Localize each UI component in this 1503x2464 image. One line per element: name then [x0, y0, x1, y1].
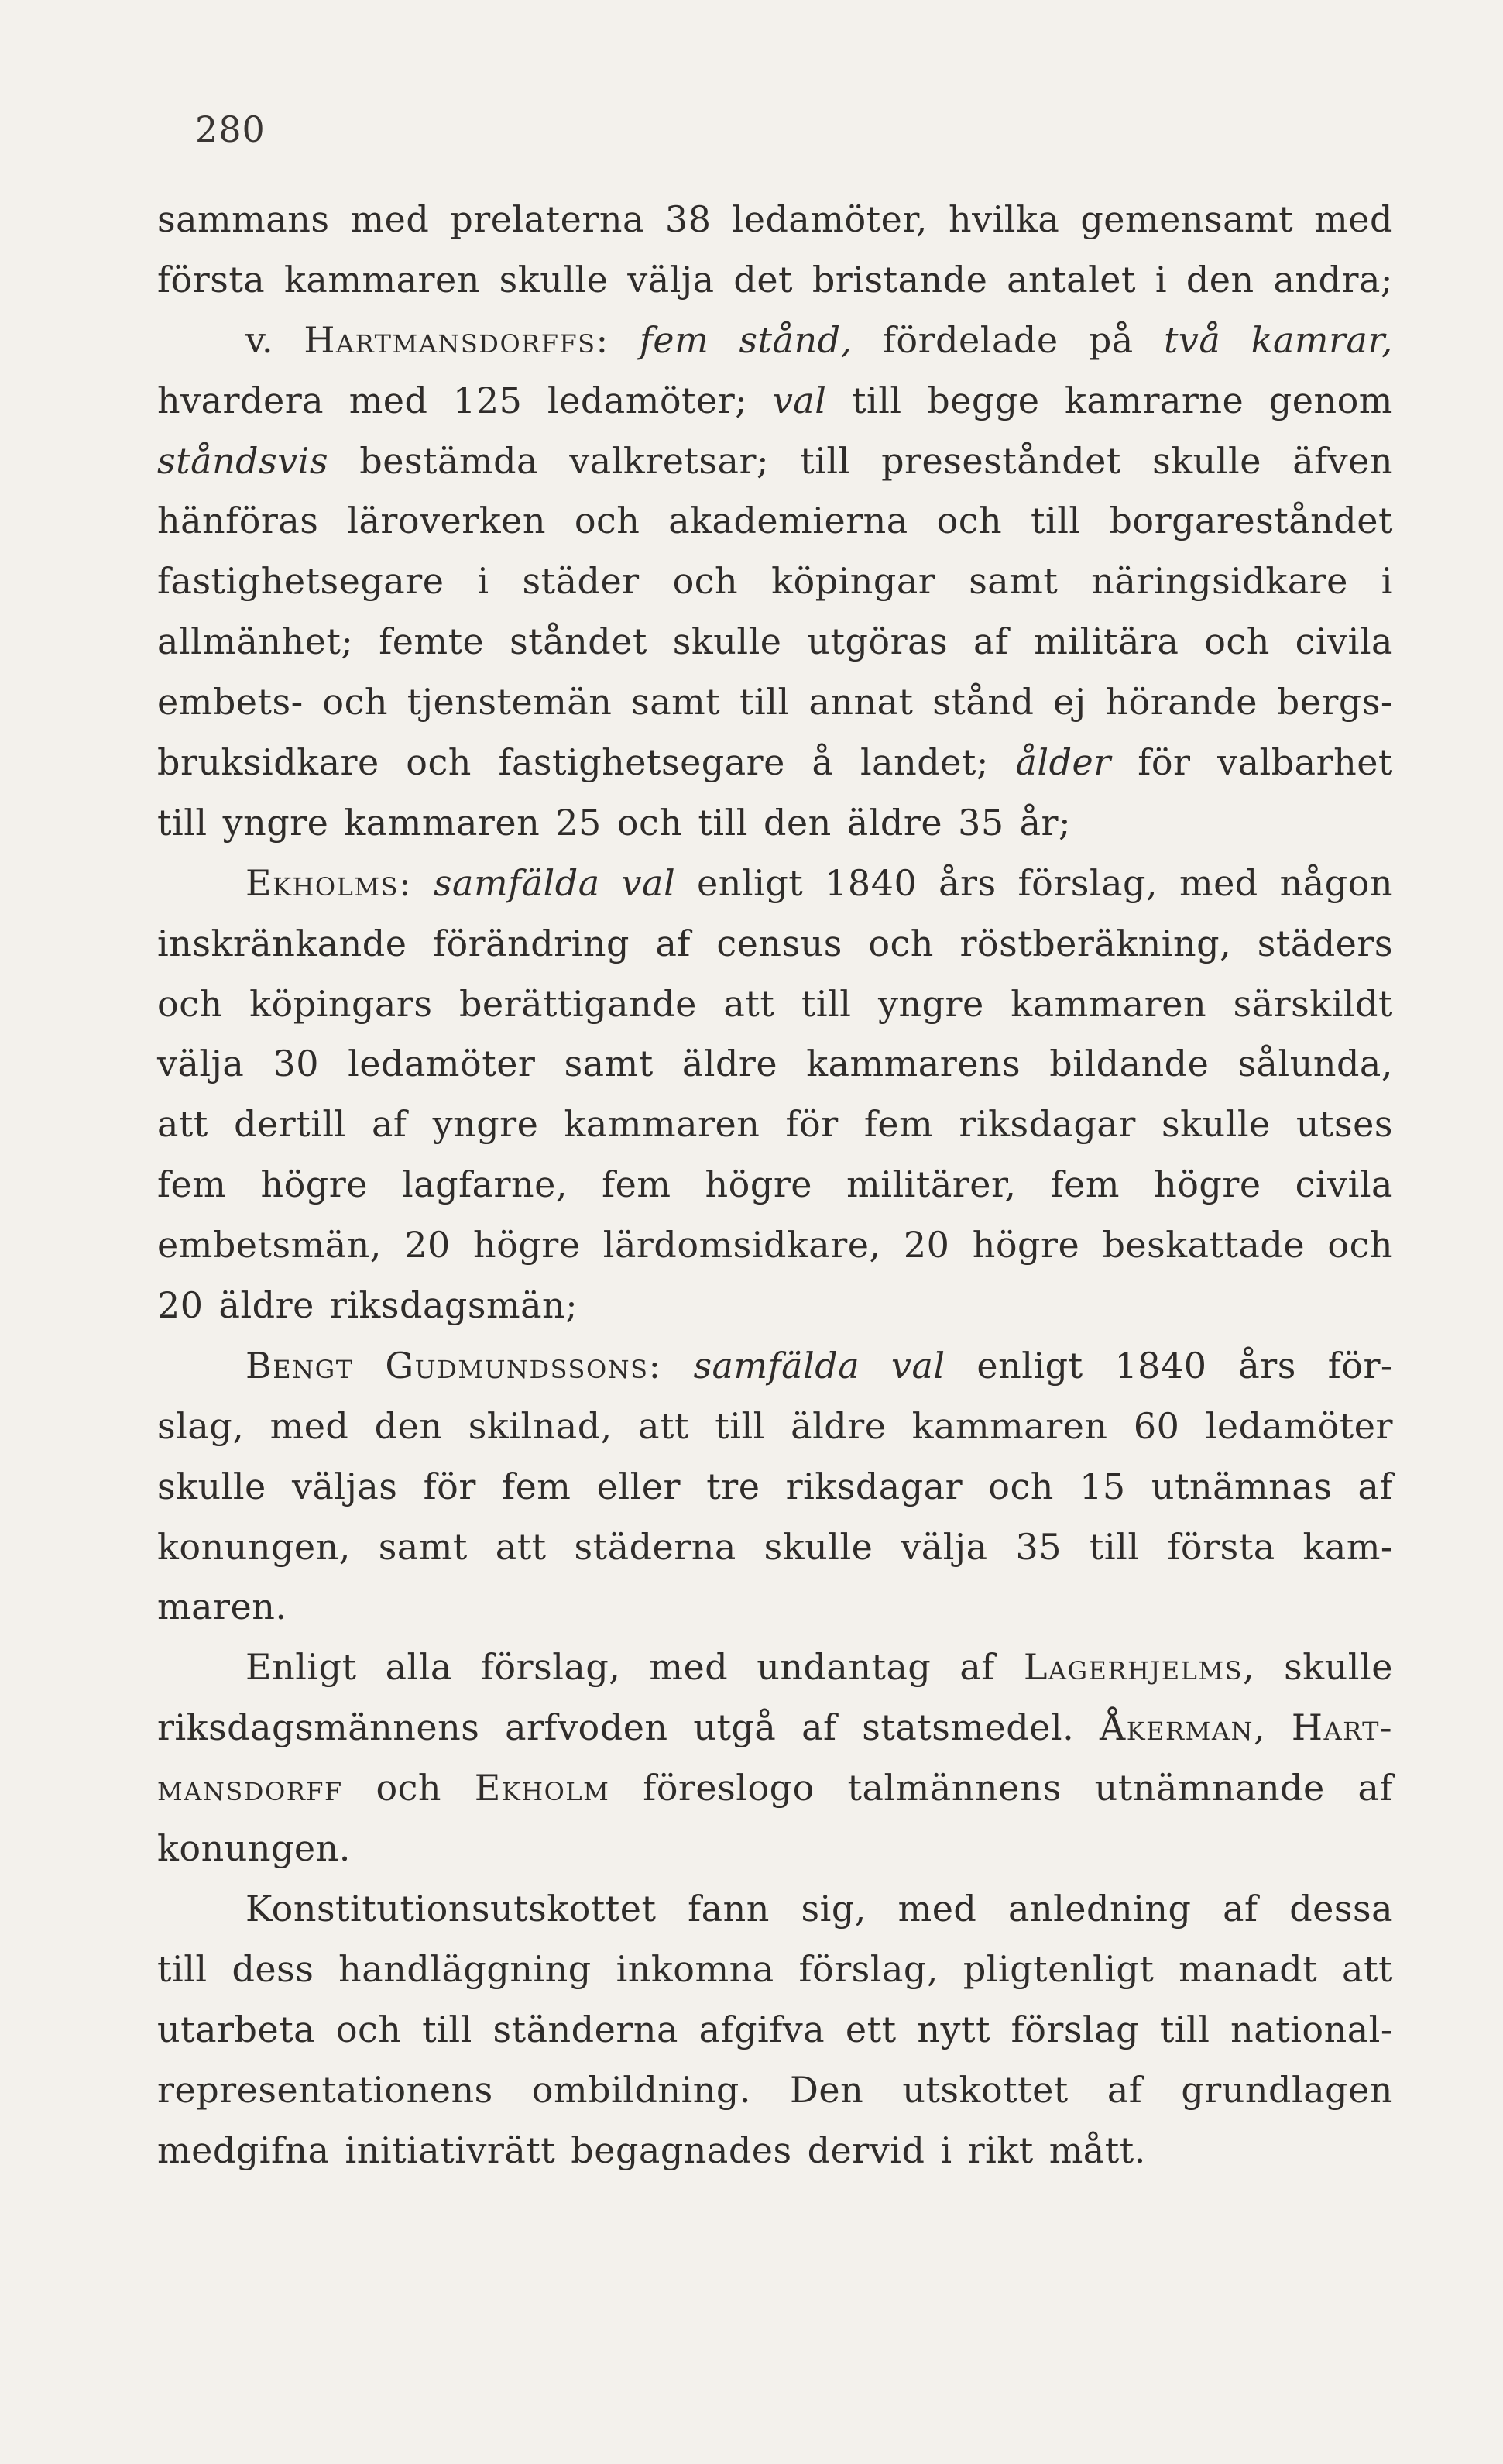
- word: 60: [1133, 1404, 1180, 1447]
- word: dessa: [1289, 1887, 1393, 1930]
- word: hänföras: [157, 500, 319, 542]
- word: fem: [639, 318, 709, 361]
- word: fem: [863, 1103, 934, 1146]
- word: hvardera: [157, 379, 324, 421]
- word: väljas: [291, 1465, 398, 1507]
- word: sammans: [157, 198, 330, 240]
- body-text: [157, 190, 1393, 2180]
- word: sig,: [801, 1887, 866, 1930]
- word: skulle: [1152, 439, 1261, 482]
- word: äldre: [681, 1043, 778, 1085]
- word: arfvoden: [505, 1706, 668, 1749]
- word: i: [940, 2129, 952, 2171]
- word: national-: [1230, 2008, 1393, 2050]
- word: ledamöter: [1205, 1404, 1393, 1447]
- word: och: [322, 681, 389, 723]
- word: skilnad,: [468, 1404, 613, 1447]
- word: bergs-: [1276, 681, 1393, 723]
- text-line: [157, 1034, 1393, 1095]
- word: bruksidkare: [157, 741, 379, 784]
- word: dess: [232, 1947, 314, 1990]
- word: mått.: [1048, 2129, 1146, 2171]
- word: någon: [1279, 861, 1393, 904]
- word: annat: [808, 681, 914, 723]
- word: af: [959, 1646, 995, 1689]
- word: medgifna: [157, 2129, 330, 2171]
- text-line: [157, 1155, 1393, 1215]
- word: 35: [1015, 1525, 1062, 1568]
- word: förändring: [432, 922, 630, 964]
- word: skulle: [157, 1465, 266, 1507]
- text-line: [157, 733, 1393, 793]
- word: preseståndet: [881, 439, 1121, 482]
- word: äldre: [846, 801, 943, 844]
- word: kamrarne: [1065, 379, 1244, 421]
- word: Åkerman,: [1100, 1706, 1267, 1749]
- word: Hart-: [1291, 1706, 1393, 1749]
- text-line: [157, 311, 1393, 371]
- word: års: [1238, 1344, 1296, 1387]
- word: högre: [473, 1224, 581, 1266]
- word: till: [157, 1947, 208, 1990]
- word: den: [374, 1404, 443, 1447]
- word: grundlagen: [1181, 2068, 1393, 2111]
- text-line: [157, 854, 1393, 914]
- word: maren.: [157, 1586, 287, 1628]
- word: till: [1031, 500, 1081, 542]
- word: med: [350, 198, 430, 240]
- word: första: [1167, 1525, 1275, 1568]
- word: handläggning: [338, 1947, 592, 1990]
- word: dertill: [234, 1103, 346, 1146]
- word: census: [716, 922, 842, 964]
- word: femte: [379, 620, 485, 663]
- word: 1840: [825, 861, 918, 904]
- word: eller: [596, 1465, 681, 1507]
- word: och: [574, 500, 640, 542]
- word: samt: [378, 1525, 468, 1568]
- word: högre: [260, 1163, 368, 1206]
- word: att: [157, 1103, 208, 1146]
- word: fastighetsegare: [498, 741, 785, 784]
- word: 35: [958, 801, 1004, 844]
- word: läroverken: [347, 500, 546, 542]
- word: begagnades: [571, 2129, 792, 2171]
- word: Ekholms:: [245, 861, 413, 904]
- text-line: [157, 1397, 1393, 1457]
- word: ståndsvis: [157, 439, 329, 482]
- word: för: [1138, 741, 1191, 784]
- text-line: [157, 1215, 1393, 1276]
- word: att: [495, 1525, 547, 1568]
- word: lagfarne,: [402, 1163, 568, 1206]
- text-line: [157, 914, 1393, 974]
- word: begge: [927, 379, 1040, 421]
- word: på: [1088, 318, 1134, 361]
- word: välja: [901, 1525, 988, 1568]
- word: ett: [845, 2008, 897, 2050]
- word: till: [800, 439, 850, 482]
- word: skulle: [499, 258, 609, 301]
- text-line: [157, 1758, 1393, 1819]
- text-line: [157, 1940, 1393, 2000]
- word: ålder: [1015, 741, 1111, 784]
- word: landet;: [860, 741, 989, 784]
- word: 20: [903, 1224, 950, 1266]
- text-line: [157, 1819, 1393, 1879]
- word: och: [406, 741, 472, 784]
- word: val: [772, 379, 827, 421]
- word: samt: [564, 1043, 654, 1085]
- word: akademierna: [668, 500, 908, 542]
- text-line: [157, 672, 1393, 733]
- word: borgareståndet: [1109, 500, 1393, 542]
- word: till: [1159, 2008, 1210, 2050]
- word: rikt: [967, 2129, 1034, 2171]
- word: Bengt: [245, 1344, 354, 1387]
- word: yngre: [877, 982, 984, 1025]
- word: samfälda: [693, 1344, 860, 1387]
- word: embets-: [157, 681, 304, 723]
- word: allmänhet;: [157, 620, 354, 663]
- word: köpingar: [771, 560, 936, 603]
- word: representationens: [157, 2068, 493, 2111]
- word: Den: [790, 2068, 864, 2111]
- word: och: [376, 1767, 442, 1809]
- word: i: [1381, 560, 1393, 603]
- text-line: [157, 1577, 1393, 1638]
- text-line: [157, 1517, 1393, 1578]
- word: nytt: [917, 2008, 990, 2050]
- word: 20: [404, 1224, 451, 1266]
- word: för-: [1327, 1344, 1393, 1387]
- word: genom: [1268, 379, 1393, 421]
- word: valbarhet: [1217, 741, 1393, 784]
- word: gemensamt: [1080, 198, 1294, 240]
- word: fem: [602, 1163, 671, 1206]
- word: tre: [706, 1465, 760, 1507]
- word: första: [157, 258, 266, 301]
- word: prelaterna: [450, 198, 644, 240]
- word: alla: [385, 1646, 452, 1689]
- page-number: 280: [195, 108, 266, 150]
- word: stånd: [932, 681, 1035, 723]
- word: bestämda: [359, 439, 538, 482]
- word: beskattade: [1102, 1224, 1306, 1266]
- word: med: [649, 1646, 729, 1689]
- word: för: [785, 1103, 839, 1146]
- word: fem: [502, 1465, 571, 1507]
- word: och: [988, 1465, 1054, 1507]
- word: af: [1223, 1887, 1258, 1930]
- word: undantag: [757, 1646, 932, 1689]
- word: pligtenligt: [963, 1947, 1155, 1990]
- word: till: [698, 801, 748, 844]
- word: fastighetsegare: [157, 560, 444, 603]
- word: år;: [1019, 801, 1072, 844]
- word: föreslogo: [643, 1767, 815, 1809]
- word: skulle: [672, 620, 782, 663]
- word: och: [335, 2008, 402, 2050]
- word: af: [1357, 1767, 1393, 1809]
- word: med: [897, 1887, 977, 1930]
- word: att: [638, 1404, 689, 1447]
- word: högre: [705, 1163, 813, 1206]
- word: embetsmän,: [157, 1224, 382, 1266]
- word: ombildning.: [531, 2068, 751, 2111]
- word: utarbeta: [157, 2008, 316, 2050]
- text-line: [157, 974, 1393, 1035]
- word: förslag: [1011, 2008, 1140, 2050]
- text-line: [157, 190, 1393, 250]
- word: med: [1314, 198, 1393, 240]
- word: 20: [157, 1284, 204, 1327]
- word: förslag,: [1017, 861, 1158, 904]
- word: 38: [664, 198, 712, 240]
- text-line: [157, 2060, 1393, 2121]
- word: tjenstemän: [407, 681, 613, 723]
- word: initiativrätt: [345, 2129, 556, 2171]
- word: riksdagar: [785, 1465, 963, 1507]
- word: näringsidkare: [1091, 560, 1348, 603]
- word: välja: [157, 1043, 245, 1085]
- word: utgöras: [807, 620, 949, 663]
- word: af: [801, 1706, 837, 1749]
- word: fem: [157, 1163, 227, 1206]
- word: till: [1089, 1525, 1140, 1568]
- word: skulle: [1162, 1103, 1271, 1146]
- word: skulle: [764, 1525, 873, 1568]
- word: sålunda,: [1237, 1043, 1393, 1085]
- text-line: [157, 1336, 1393, 1397]
- word: att: [1342, 1947, 1393, 1990]
- word: städerna: [574, 1525, 736, 1568]
- word: det: [733, 258, 794, 301]
- word: yngre: [222, 801, 329, 844]
- word: till: [801, 982, 852, 1025]
- text-line: [157, 371, 1393, 431]
- word: lärdomsidkare,: [602, 1224, 881, 1266]
- word: särskildt: [1233, 982, 1393, 1025]
- text-line: [157, 1457, 1393, 1517]
- text-line: [157, 1276, 1393, 1336]
- text-line: [157, 1879, 1393, 1940]
- word: anledning: [1008, 1887, 1192, 1930]
- word: kam-: [1302, 1525, 1393, 1568]
- text-line: [157, 491, 1393, 552]
- word: civila: [1295, 620, 1393, 663]
- word: bildande: [1049, 1043, 1210, 1085]
- word: hörande: [1105, 681, 1258, 723]
- word: ledamöter;: [547, 379, 748, 421]
- text-line: [157, 552, 1393, 612]
- word: till: [739, 681, 790, 723]
- word: riksdagsmän;: [329, 1284, 578, 1327]
- word: civila: [1295, 1163, 1393, 1206]
- text-line: [157, 793, 1393, 854]
- word: utgå: [693, 1706, 777, 1749]
- word: samt: [969, 560, 1059, 603]
- text-line: [157, 2000, 1393, 2060]
- word: och: [616, 801, 683, 844]
- word: andra;: [1273, 258, 1393, 301]
- word: v.: [245, 318, 274, 361]
- word: militära: [1034, 620, 1179, 663]
- word: kammaren: [1011, 982, 1207, 1025]
- text-line: [157, 1698, 1393, 1758]
- word: förslag,: [480, 1646, 621, 1689]
- word: städer: [522, 560, 640, 603]
- word: välja: [627, 258, 715, 301]
- word: val: [890, 1344, 945, 1387]
- word: års: [939, 861, 997, 904]
- word: riksdagar: [959, 1103, 1136, 1146]
- word: i: [477, 560, 489, 603]
- word: Ekholm: [474, 1767, 610, 1809]
- word: till: [422, 2008, 472, 2050]
- word: yngre: [432, 1103, 539, 1146]
- word: valkretsar;: [569, 439, 769, 482]
- word: berättigande: [458, 982, 697, 1025]
- word: af: [1357, 1465, 1393, 1507]
- word: ledamöter: [348, 1043, 536, 1085]
- word: af: [372, 1103, 407, 1146]
- word: antalet: [1007, 258, 1137, 301]
- word: kammarens: [806, 1043, 1021, 1085]
- word: kamrar,: [1251, 318, 1393, 361]
- word: och: [936, 500, 1003, 542]
- text-line: [157, 612, 1393, 672]
- word: utnämnas: [1151, 1465, 1333, 1507]
- word: samt: [631, 681, 721, 723]
- word: och: [868, 922, 934, 964]
- word: kammaren: [564, 1103, 760, 1146]
- word: med: [348, 379, 428, 421]
- word: dervid: [807, 2129, 925, 2171]
- word: utskottet: [902, 2068, 1069, 2111]
- word: ej: [1053, 681, 1086, 723]
- word: samfälda: [433, 861, 600, 904]
- word: hvilka: [948, 198, 1060, 240]
- word: riksdagsmännens: [157, 1706, 480, 1749]
- word: till: [852, 379, 902, 421]
- word: mansdorff: [157, 1767, 343, 1809]
- word: manadt: [1179, 1947, 1318, 1990]
- word: äldre: [791, 1404, 887, 1447]
- word: utnämnande: [1094, 1767, 1325, 1809]
- word: med: [1179, 861, 1258, 904]
- word: statsmedel.: [862, 1706, 1075, 1749]
- word: köpingars: [249, 982, 433, 1025]
- word: röstberäkning,: [959, 922, 1232, 964]
- word: äldre: [218, 1284, 314, 1327]
- text-line: [157, 431, 1393, 492]
- word: kammaren: [344, 801, 540, 844]
- word: utses: [1295, 1103, 1393, 1146]
- word: af: [655, 922, 691, 964]
- word: Hartmansdorffs:: [304, 318, 609, 361]
- word: skulle: [1284, 1646, 1393, 1689]
- word: enligt: [976, 1344, 1083, 1387]
- word: 125: [453, 379, 523, 421]
- word: fann: [688, 1887, 770, 1930]
- word: val: [621, 861, 676, 904]
- word: ständerna: [492, 2008, 678, 2050]
- word: och: [1327, 1224, 1393, 1266]
- word: stånd,: [739, 318, 853, 361]
- word: inkomna: [616, 1947, 774, 1990]
- word: 15: [1079, 1465, 1126, 1507]
- word: ståndet: [510, 620, 647, 663]
- text-line: [157, 1095, 1393, 1155]
- text-line: [157, 250, 1393, 311]
- word: med: [269, 1404, 349, 1447]
- word: 25: [555, 801, 602, 844]
- word: till: [157, 801, 208, 844]
- word: 30: [273, 1043, 319, 1085]
- word: och: [157, 982, 223, 1025]
- word: Lagerhjelms,: [1023, 1646, 1256, 1689]
- word: för: [423, 1465, 476, 1507]
- word: att: [723, 982, 775, 1025]
- word: 1840: [1114, 1344, 1207, 1387]
- word: militärer,: [846, 1163, 1017, 1206]
- text-line: [157, 1638, 1393, 1698]
- word: afgifva: [698, 2008, 825, 2050]
- word: kammaren: [284, 258, 480, 301]
- word: konungen.: [157, 1827, 351, 1870]
- text-line: [157, 2121, 1393, 2181]
- word: af: [1107, 2068, 1143, 2111]
- word: fördelade: [882, 318, 1059, 361]
- word: högre: [972, 1224, 1080, 1266]
- word: högre: [1154, 1163, 1261, 1206]
- word: talmännens: [847, 1767, 1062, 1809]
- word: fem: [1050, 1163, 1120, 1206]
- word: städers: [1257, 922, 1393, 964]
- word: Konstitutionsutskottet: [245, 1887, 657, 1930]
- word: äfven: [1292, 439, 1393, 482]
- word: två: [1163, 318, 1221, 361]
- word: och: [672, 560, 739, 603]
- word: enligt: [697, 861, 804, 904]
- word: slag,: [157, 1404, 245, 1447]
- word: af: [973, 620, 1009, 663]
- word: Enligt: [245, 1646, 357, 1689]
- word: bristande: [812, 258, 988, 301]
- word: Gudmundssons:: [385, 1344, 662, 1387]
- word: å: [812, 741, 834, 784]
- word: förslag,: [798, 1947, 939, 1990]
- word: ledamöter,: [732, 198, 928, 240]
- word: konungen,: [157, 1525, 351, 1568]
- word: den: [763, 801, 832, 844]
- word: till: [715, 1404, 765, 1447]
- word: och: [1204, 620, 1270, 663]
- word: inskränkande: [157, 922, 407, 964]
- word: kammaren: [911, 1404, 1108, 1447]
- word: den: [1186, 258, 1254, 301]
- word: i: [1155, 258, 1168, 301]
